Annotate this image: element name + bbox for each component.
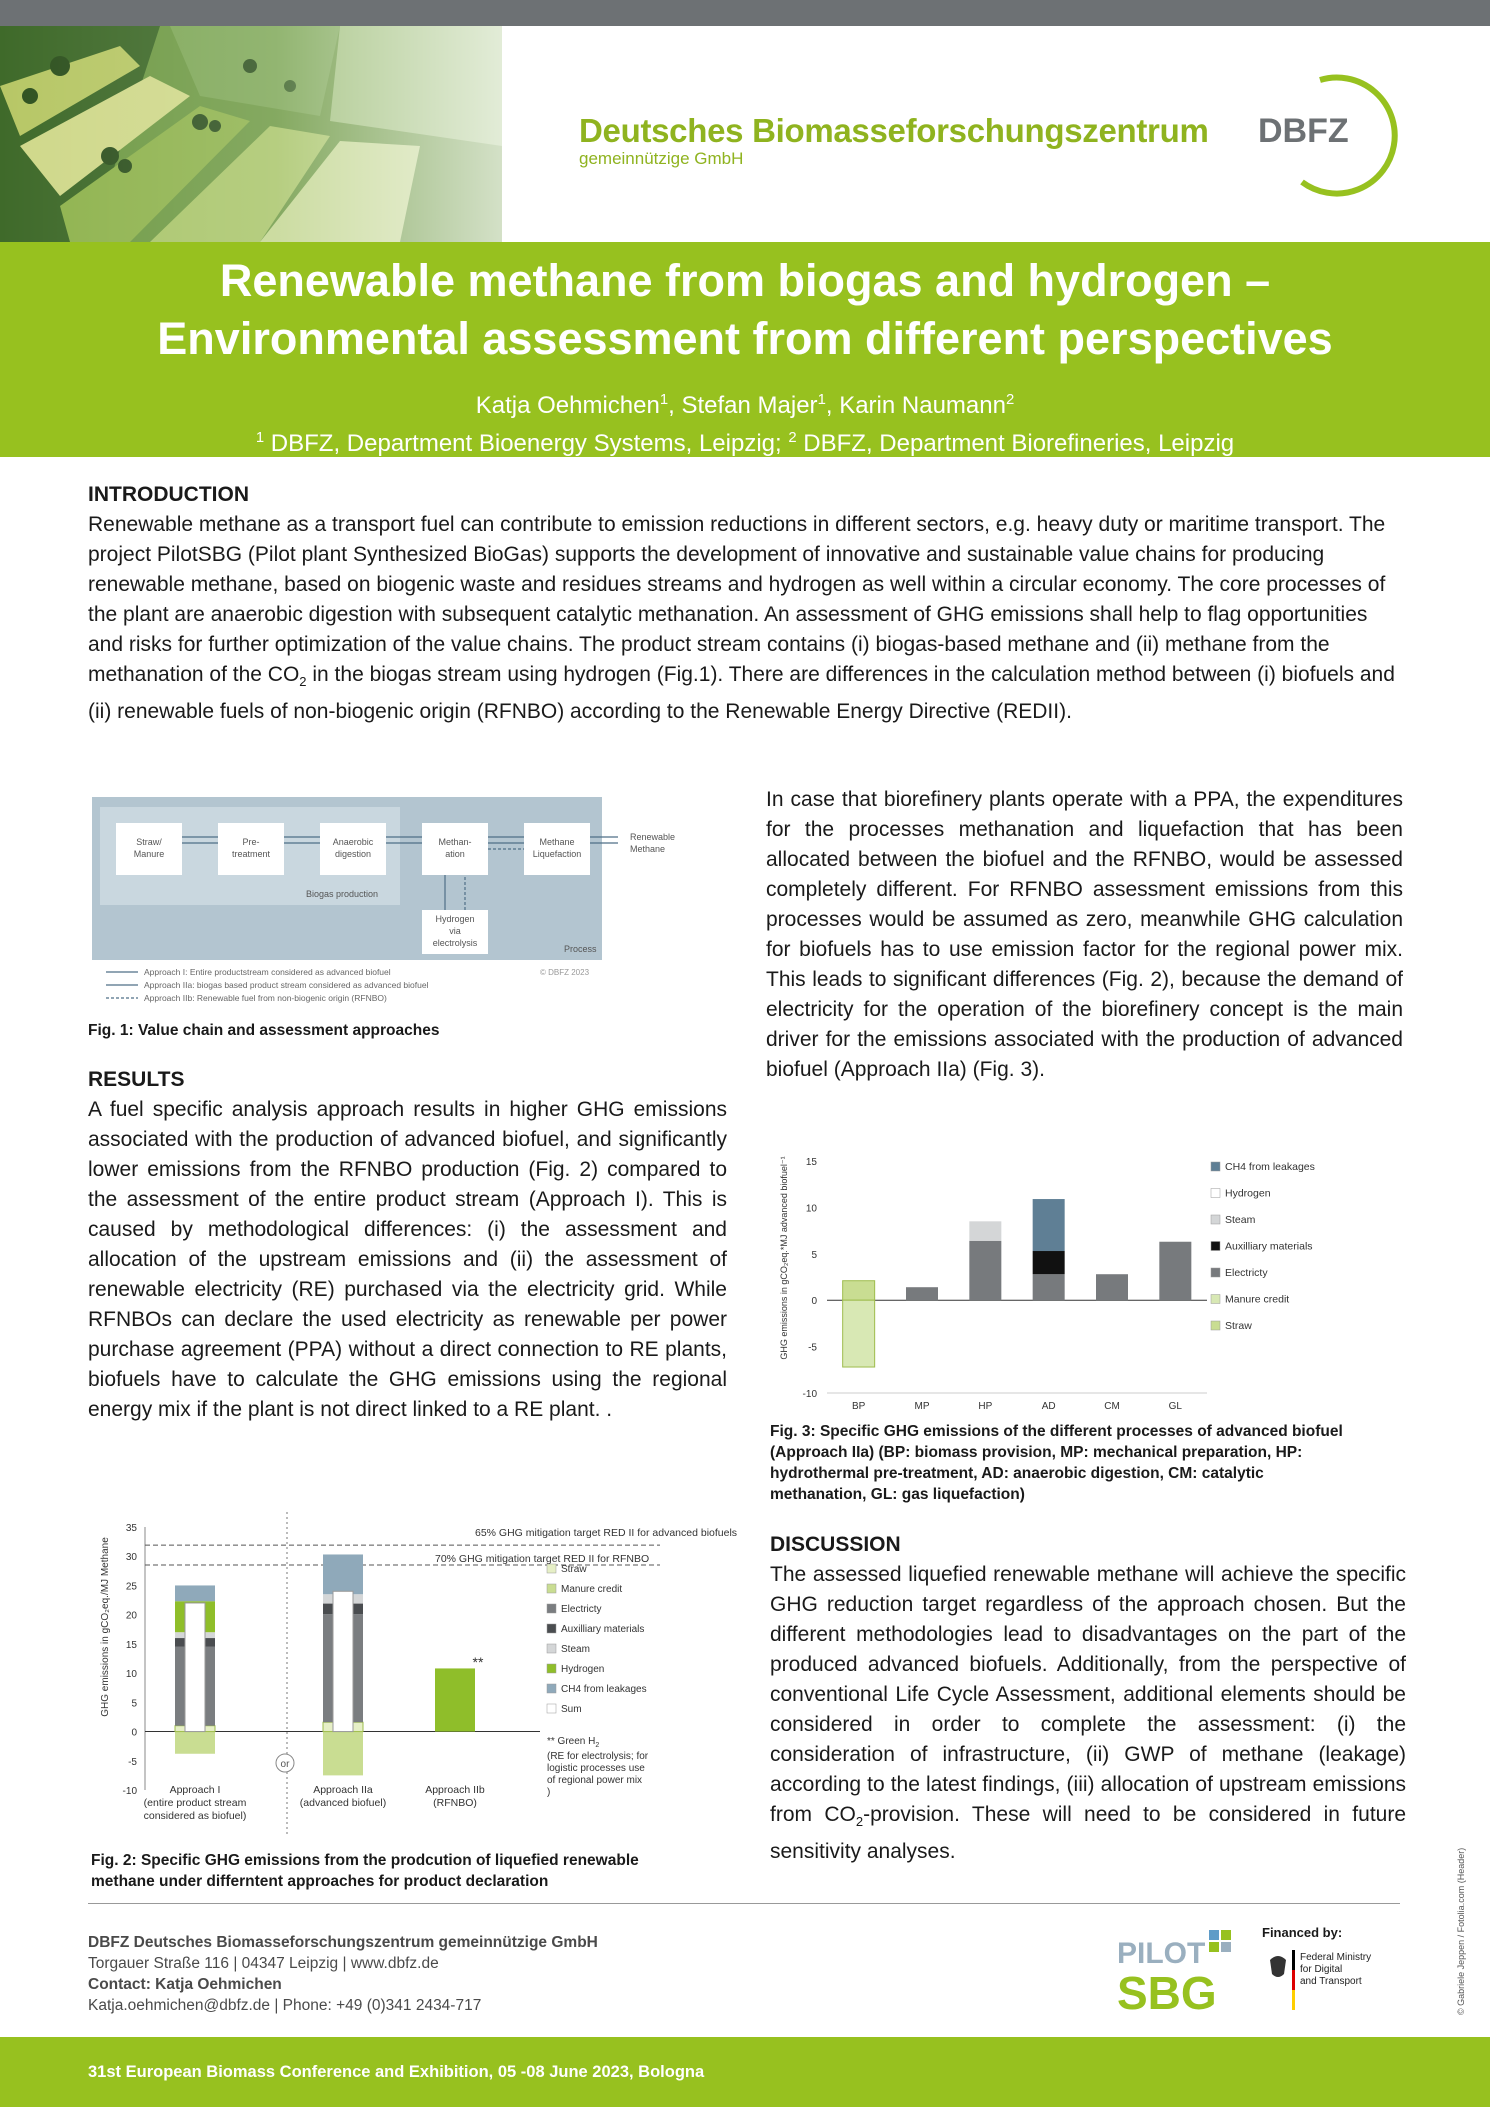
photo-credit: © Gabriele Jeppen / Fotolia.com (Header) (1456, 1847, 1466, 2015)
svg-text:(RE for electrolysis; for: (RE for electrolysis; for (547, 1751, 649, 1762)
fig2-bar-hydrogen-2 (435, 1668, 475, 1731)
svg-text:Methane: Methane (630, 844, 666, 854)
fig2-bar-sum-0 (185, 1603, 205, 1732)
fig3-category-mp: MP (914, 1401, 930, 1412)
fig2-legend-swatch-ch4-from-leakages (547, 1684, 556, 1693)
fig3-bar-ch4-from-leakages-ad (1033, 1199, 1065, 1251)
fig3-bar-electricty-cm (1096, 1274, 1128, 1300)
fig2-caption: Fig. 2: Specific GHG emissions from the prodcution of liquefied renewable methane under differntent approaches for product declaration (91, 1852, 639, 1890)
fig3-ytick: 0 (811, 1296, 817, 1308)
fig2-ytick: 35 (125, 1523, 137, 1534)
fig2-ytick: 30 (125, 1552, 137, 1564)
fig2-bar-sum-1 (333, 1591, 353, 1731)
svg-text:Methane: Methane (539, 837, 575, 847)
fig3-legend-swatch-electricty (1211, 1268, 1220, 1277)
fig2-bar-manure-credit-0 (175, 1732, 215, 1754)
fig2-legend-auxilliary-materials: Auxilliary materials (561, 1624, 645, 1635)
conference-bar (0, 2037, 1490, 2107)
fig3-ytick: -5 (808, 1342, 817, 1354)
svg-text:digestion: digestion (334, 849, 372, 859)
title-line-2: Environmental assessment from different perspectives (157, 313, 1333, 364)
fig3-ghg-processes-chart (775, 1140, 1365, 1420)
title-line-1: Renewable methane from biogas and hydrogen – (219, 255, 1271, 306)
fig1-box-digestion (320, 823, 386, 875)
svg-text:for Digital: for Digital (1300, 1964, 1343, 1975)
fig2-legend-sum: Sum (561, 1704, 582, 1715)
fig3-bar-electricty-ad (1033, 1274, 1065, 1300)
intro-text: Renewable methane as a transport fuel can contribute to emission reductions in different sectors, e.g. heavy duty or maritime transport. The project PilotSBG (Pilot plant Synthesized BioGas) supports the development of innovative and sustainable value chains for producing renewable methane, based on biogenic waste and residues streams and hydrogen as well within a circular economy. The core processes of the plant are anaerobic digestion with subsequent catalytic methanation. An assessment of GHG emissions shall help to flag opportunities and risks for further optimization of the value chains. The product stream contains (i) biogas-based methane and (ii) methane from the methanation of the $CO_2$ in the biogas stream using hydrogen (Fig.1). There are differences in the calculation method between (i) biofuels and (ii) renewable fuels of non-biogenic origin (RFNBO) according to the Renewable Energy Directive (REDII). (88, 513, 1395, 724)
svg-text:Anaerobic: Anaerobic (332, 837, 374, 847)
fig3-legend-auxilliary-materials: Auxilliary materials (1225, 1240, 1313, 1253)
fig3-ytick: -10 (802, 1389, 817, 1400)
fig3-legend-swatch-auxilliary-materials (1211, 1242, 1220, 1251)
fig2-ytick: 15 (125, 1639, 137, 1651)
fig3-ytick: 15 (805, 1157, 817, 1168)
contact-block (88, 1932, 598, 2016)
authors-block (0, 384, 1490, 460)
dbfz-logo (1250, 70, 1410, 200)
fig3-ylabel: GHG emissions in gCO₂eq.*MJ advanced biofuel⁻¹ (779, 1156, 789, 1360)
fig2-legend-steam: Steam (561, 1644, 590, 1655)
fig3-legend-ch4-from-leakages: CH4 from leakages (1225, 1161, 1315, 1173)
fig3-bar-straw-bp (843, 1281, 875, 1300)
svg-text:ation: ation (445, 849, 465, 859)
fig2-ytick: 0 (131, 1727, 137, 1739)
fig2-legend-hydrogen: Hydrogen (561, 1664, 605, 1675)
fig2-ghg-approaches-chart (95, 1512, 738, 1847)
fig2-ytick: 10 (125, 1669, 137, 1681)
fig2-legend-swatch-sum (547, 1704, 556, 1713)
fig1-legend (106, 967, 429, 1003)
fig3-legend-manure-credit: Manure credit (1225, 1293, 1290, 1306)
fig3-legend-steam: Steam (1225, 1214, 1256, 1226)
fig2-ytick: 20 (125, 1610, 137, 1622)
fig2-target-65-label: 65% GHG mitigation target RED II for advanced biofuels (475, 1527, 738, 1539)
fig2-legend-manure-credit: Manure credit (561, 1584, 623, 1595)
fig2-category-label: Approach I (169, 1784, 221, 1796)
fig3-legend-swatch-hydrogen (1211, 1189, 1220, 1198)
fig2-category-label: (entire product stream (143, 1797, 247, 1809)
intro-heading: INTRODUCTION (88, 483, 249, 506)
conference-label: 31st European Biomass Conference and Exhibition, 05 -08 June 2023, Bologna (88, 2063, 705, 2081)
footer-contact: Contact: Katja Oehmichen (88, 1976, 282, 1993)
org-name: Deutsches Biomasseforschungszentrum (579, 112, 1209, 149)
svg-text:** Green H2: ** Green $H_2$ (547, 1736, 600, 1749)
svg-text:Liquefaction: Liquefaction (532, 849, 582, 859)
fig2-target-70-label: 70% GHG mitigation target RED II for RFNBO (435, 1553, 650, 1565)
fig2-category-label: (RFNBO) (433, 1797, 477, 1809)
fig3-bar-electricty-mp (906, 1287, 938, 1300)
footer-divider (88, 1903, 1400, 1904)
svg-text:Straw/: Straw/ (136, 837, 162, 847)
top-bar (0, 0, 1490, 26)
svg-text:Approach IIb: Renewable fuel f: Approach IIb: Renewable fuel from non-biogenic origin (RFNBO) (144, 993, 387, 1003)
authors-line: Katja Oehmichen$^1$, Stefan Majer$^1$, Karin Naumann$^2$ (475, 392, 1015, 419)
fig3-legend-swatch-ch4-from-leakages (1211, 1162, 1220, 1171)
pilotsbg-logo (1115, 1925, 1235, 2019)
footer-org: DBFZ Deutsches Biomasseforschungszentrum gemeinnützige GmbH (88, 1934, 598, 1951)
fig2-ytick: -10 (122, 1786, 137, 1797)
ministry-logo (1262, 1948, 1382, 2018)
svg-text:and Transport: and Transport (1300, 1976, 1362, 1987)
fig3-legend-straw: Straw (1225, 1320, 1252, 1332)
svg-text:Methan-: Methan- (438, 837, 472, 847)
fig1-box-hydrogen (422, 910, 488, 954)
fig3-category-cm: CM (1104, 1401, 1120, 1412)
footer-address: Torgauer Straße 116 | 04347 Leipzig | www.dbfz.de (88, 1955, 439, 1972)
fig1-box-methanation (422, 823, 488, 875)
fig2-category-label: Approach IIa (313, 1784, 373, 1796)
fig2-stars: ** (472, 1654, 484, 1670)
fig2-bar-ch4-from-leakages-1 (323, 1554, 363, 1594)
svg-text:Hydrogen: Hydrogen (435, 914, 475, 924)
fig2-legend-swatch-manure-credit (547, 1584, 556, 1593)
fig2-category-label: (advanced biofuel) (299, 1797, 387, 1809)
fig3-bar-electricty-gl (1159, 1242, 1191, 1300)
svg-text:via: via (449, 926, 461, 936)
fig2-ytick: 5 (131, 1698, 137, 1710)
svg-text:Approach IIa: biogas based pro: Approach IIa: biogas based product stream considered as advanced biofuel (144, 980, 429, 990)
svg-text:Manure: Manure (133, 849, 165, 859)
fig1-caption: Fig. 1: Value chain and assessment approaches (88, 1022, 440, 1039)
fig2-legend-ch4-from-leakages: CH4 from leakages (561, 1684, 647, 1695)
fig1-biogas-label: Biogas production (306, 889, 379, 899)
fig2-legend-swatch-electricty (547, 1604, 556, 1613)
fig2-category-label: considered as biofuel) (143, 1810, 247, 1822)
fig3-category-bp: BP (851, 1401, 866, 1412)
fig3-bar-steam-hp (969, 1221, 1001, 1240)
fig3-category-hp: HP (978, 1401, 993, 1412)
fig3-bar-electricty-hp (969, 1241, 1001, 1300)
svg-text:Approach I: Entire productstre: Approach I: Entire productstream considered as advanced biofuel (144, 967, 391, 977)
svg-text:treatment: treatment (231, 849, 271, 859)
fig2-legend-electricty: Electricty (561, 1604, 602, 1615)
footer-email: Katja.oehmichen@dbfz.de | Phone: +49 (0)341 2434-717 (88, 1997, 482, 2014)
discussion-heading: DISCUSSION (770, 1533, 901, 1556)
fig2-ytick: -5 (128, 1756, 137, 1768)
fig3-ytick: 5 (811, 1249, 817, 1261)
svg-text:): ) (547, 1787, 551, 1798)
fig1-copyright: © DBFZ 2023 (540, 968, 590, 977)
fig1-box-liquefaction (524, 823, 590, 875)
organization-name (579, 112, 1209, 169)
svg-text:electrolysis: electrolysis (432, 938, 478, 948)
fig3-legend-swatch-straw (1211, 1321, 1220, 1330)
org-subtitle: gemeinnützige GmbH (579, 149, 744, 168)
fig3-legend-swatch-steam (1211, 1215, 1220, 1224)
financed-by-label: Financed by: (1262, 1925, 1343, 1940)
right-column-text: In case that biorefinery plants operate with a PPA, the expenditures for the processes methanation and liquefaction that has been allocated between the biofuel and the RFNBO, would be assessed completely different. For RFNBO assessment emissions from this processes would be assumed as zero, meanwhile GHG calculation for biofuels has to use emission factor for the regional power mix. This leads to significant differences (Fig. 2), because the demand of electricity for the operation of the biorefinery concept is the main driver for the emissions associated with the production of advanced biofuel (Approach IIa) (Fig. 3). (766, 788, 1403, 1081)
results-heading: RESULTS (88, 1068, 185, 1091)
fig3-category-ad: AD (1041, 1401, 1056, 1412)
svg-text:PILOT: PILOT (1117, 1937, 1206, 1970)
fig3-legend-hydrogen: Hydrogen (1225, 1187, 1271, 1200)
affiliations-line: $^1$ DBFZ, Department Bioenergy Systems, Leipzig; $^2$ DBFZ, Department Biorefineries, Leipzig (255, 430, 1235, 457)
fig3-ytick: 10 (805, 1203, 817, 1215)
fig3-bar-manure-credit-bp (843, 1300, 875, 1367)
fig2-ylabel: GHG emissions in gCO₂eq./MJ Methane (100, 1537, 111, 1717)
fig1-output-label: Renewable (630, 832, 676, 842)
svg-text:of regional power mix: of regional power mix (547, 1775, 643, 1786)
fig2-bar-manure-credit-1 (323, 1732, 363, 1776)
fig1-value-chain-diagram (88, 795, 676, 1010)
fig2-legend-swatch-steam (547, 1644, 556, 1653)
results-text: A fuel specific analysis approach results in higher GHG emissions associated with the production of advanced biofuel, and significantly lower emissions from the RFNBO production (Fig. 2) compared to the assessment of the entire product stream (Approach I). This is caused by methodological differences: (i) the assessment and allocation of the upstream emissions and (ii) the assessment of renewable electricity (RE) purchased via the electricity grid. While RFNBOs can declare the used electricity as renewable per power purchase agreement (PPA) without a direct connection to RE plants, biofuels have to calculate the GHG emissions using the regional energy mix if the plant is not direct linked to a RE plant. . (88, 1098, 727, 1421)
fig1-box-pretreatment (218, 823, 284, 875)
svg-text:logistic processes use: logistic processes use (547, 1763, 645, 1774)
fig3-legend-swatch-manure-credit (1211, 1295, 1220, 1304)
fig2-note (547, 1736, 649, 1798)
fig2-or-label: or (280, 1759, 290, 1770)
dbfz-logo-text: DBFZ (1258, 112, 1349, 150)
fig1-box-straw (116, 823, 182, 875)
fig2-bar-ch4-from-leakages-0 (175, 1585, 215, 1601)
svg-text:Pre-: Pre- (242, 837, 260, 847)
fig3-legend-electricty: Electricty (1225, 1267, 1268, 1279)
svg-text:Federal Ministry: Federal Ministry (1300, 1952, 1372, 1963)
fig2-legend-straw: Straw (561, 1564, 587, 1575)
title-banner (0, 242, 1490, 457)
fig2-legend-swatch-auxilliary-materials (547, 1624, 556, 1633)
fig2-legend-swatch-hydrogen (547, 1664, 556, 1673)
fig2-legend-swatch-straw (547, 1564, 556, 1573)
poster-title (0, 252, 1490, 368)
fig3-category-gl: GL (1168, 1401, 1183, 1412)
svg-text:SBG: SBG (1117, 1967, 1217, 2019)
fig3-bar-auxilliary-materials-ad (1033, 1251, 1065, 1274)
header-landscape-photo (0, 26, 502, 242)
discussion-text: The assessed liquefied renewable methane will achieve the specific GHG reduction target regardless of the approach chosen. But the different methodologies lead to disadvantages on the part of the produced advanced biofuels. Additionally, from the perspective of conventional Life Cycle Assessment, additional elements should be considered in order to complete the assessment: (i) the consideration of infrastructure, (ii) GWP of methane (leakage) according to the latest findings, (iii) allocation of upstream emissions from $CO_2$-provision. These will need to be considered in future sensitivity analyses. (770, 1563, 1406, 1864)
fig2-ytick: 25 (125, 1581, 137, 1593)
fig1-process-label: Process (564, 944, 597, 954)
fig2-category-label: Approach IIb (425, 1784, 485, 1796)
fig3-caption: Fig. 3: Specific GHG emissions of the different processes of advanced biofuel (Approach IIa) (BP: biomass provision, MP: mechanical preparation, HP: hydrothermal pre-treatment, AD: anaerobic digestion, CM: catalytic methanation, GL: gas liquefaction) (770, 1423, 1343, 1503)
